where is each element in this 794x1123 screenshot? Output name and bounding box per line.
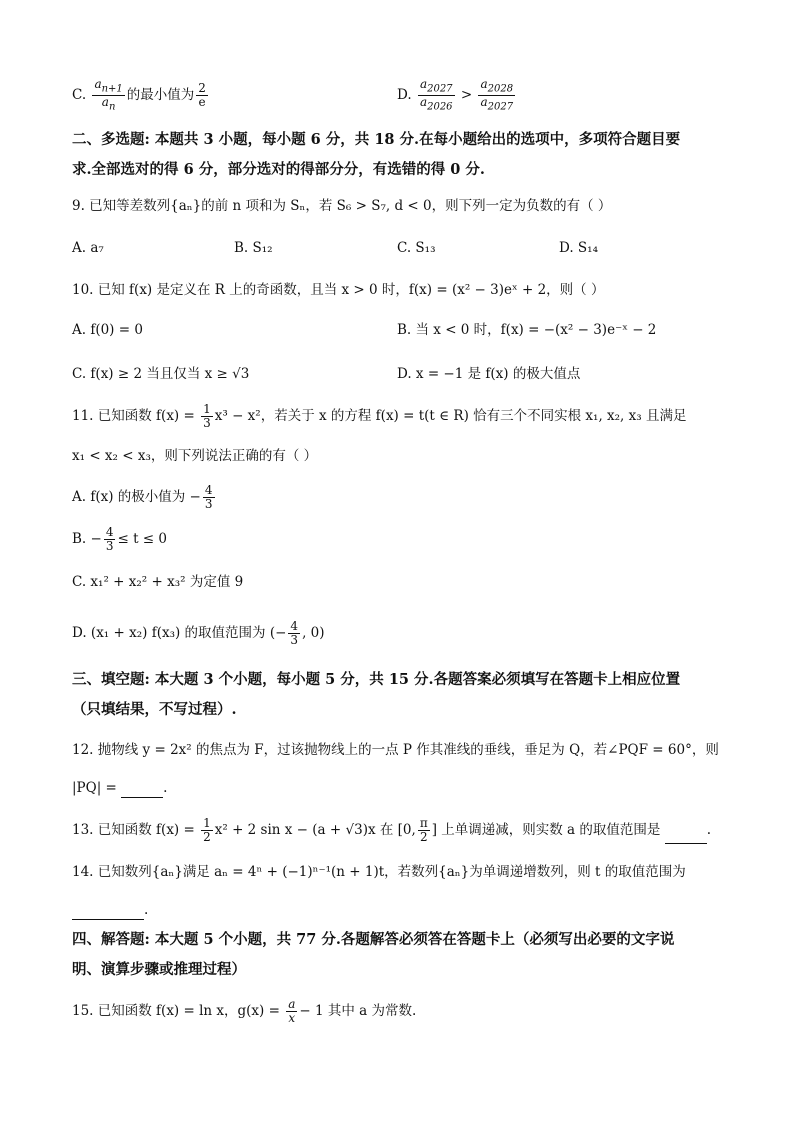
section2-heading-line1: 二、多选题: 本题共 3 小题，每小题 6 分，共 18 分.在每小题给出的选项中，多项符合题目要 (72, 131, 681, 148)
q11-option-b: B. − $\frac{4}{3}$ ≤ t ≤ 0 (72, 525, 167, 553)
q14-line2: . (72, 900, 148, 920)
answer-blank[interactable] (665, 829, 707, 844)
q11-option-c: C. x₁² + x₂² + x₃² 为定值 9 (72, 574, 244, 590)
q9-option-c: C. S₁₃ (397, 240, 436, 256)
answer-blank[interactable] (72, 905, 144, 920)
q10-option-a: A. f(0) = 0 (72, 322, 143, 338)
q11-option-a: A. f(x) 的极小值为 − $\frac{4}{3}$ (72, 483, 213, 511)
q9-option-a: A. a₇ (72, 240, 104, 256)
q11-stem-line1: 11. 已知函数 f(x) = $\frac{1}{3}$ x³ − x²，若关于 x 的方程 f(x) = t(t ∈ R) 恰有三个不同实根 x₁, x₂, x₃ 且满足 (72, 402, 687, 430)
answer-blank[interactable] (121, 783, 163, 798)
section3-heading-line2: （只填结果，不写过程）. (72, 701, 237, 718)
q14-line1: 14. 已知数列{aₙ}满足 aₙ = 4ⁿ + (−1)ⁿ⁻¹(n + 1)t，若数列{aₙ}为单调递增数列，则 t 的取值范围为 (72, 864, 686, 880)
q12-line1: 12. 抛物线 y = 2x² 的焦点为 F，过该抛物线上的一点 P 作其准线的垂线，垂足为 Q，若∠PQF = 60°，则 (72, 742, 719, 758)
q8c-fraction: $\frac{a_{n+1}}{a_n}$ (94, 77, 123, 113)
q15-stem: 15. 已知函数 f(x) = ln x，g(x) = $\frac{a}{x}$ − 1 其中 a 为常数. (72, 997, 417, 1025)
section4-heading-line2: 明、演算步骤或推理过程） (72, 961, 246, 978)
q10-option-d: D. x = −1 是 f(x) 的极大值点 (397, 366, 581, 382)
q10-stem: 10. 已知 f(x) 是定义在 R 上的奇函数，且当 x > 0 时，f(x) = (x² − 3)eˣ + 2，则（ ） (72, 282, 605, 298)
q11-stem-line2: x₁ < x₂ < x₃，则下列说法正确的有（ ） (72, 448, 318, 464)
q9-option-b: B. S₁₂ (234, 240, 273, 256)
q8-option-d: D. $\frac{a_{2027}}{a_{2026}}$ > $\frac{a_{2028}}{a_{2027}}$ (397, 77, 514, 113)
section3-heading-line1: 三、填空题: 本大题 3 个小题，每小题 5 分，共 15 分.各题答案必须填写在答题卡上相应位置 (72, 671, 681, 688)
q12-line2: |PQ| = . (72, 780, 168, 796)
q9-stem: 9. 已知等差数列{aₙ}的前 n 项和为 Sₙ，若 S₆ > S₇, d < 0，则下列一定为负数的有（ ） (72, 198, 612, 214)
q13-stem: 13. 已知函数 f(x) = $\frac{1}{2}$ x² + 2 sin x − (a + √3)x 在 [0, $\frac{\pi}{2}$ ] 上单调递减，则实数 a 的取值范围是 . (72, 816, 711, 844)
section2-heading-line2: 求.全部选对的得 6 分，部分选对的得部分分，有选错的得 0 分. (72, 161, 485, 178)
q10-option-b: B. 当 x < 0 时，f(x) = −(x² − 3)e⁻ˣ − 2 (397, 322, 657, 338)
q8-option-c: C. $\frac{a_{n+1}}{a_n}$ 的最小值为 $\frac{2}{e}$ (72, 77, 206, 113)
section4-heading-line1: 四、解答题: 本大题 5 个小题，共 77 分.各题解答必须答在答题卡上（必须写出必要的文字说 (72, 931, 675, 948)
q9-option-d: D. S₁₄ (559, 240, 598, 256)
q10-option-c: C. f(x) ≥ 2 当且仅当 x ≥ √3 (72, 366, 250, 382)
q11-option-d: D. (x₁ + x₂) f(x₃) 的取值范围为 (− $\frac{4}{3}$ , 0) (72, 619, 325, 647)
